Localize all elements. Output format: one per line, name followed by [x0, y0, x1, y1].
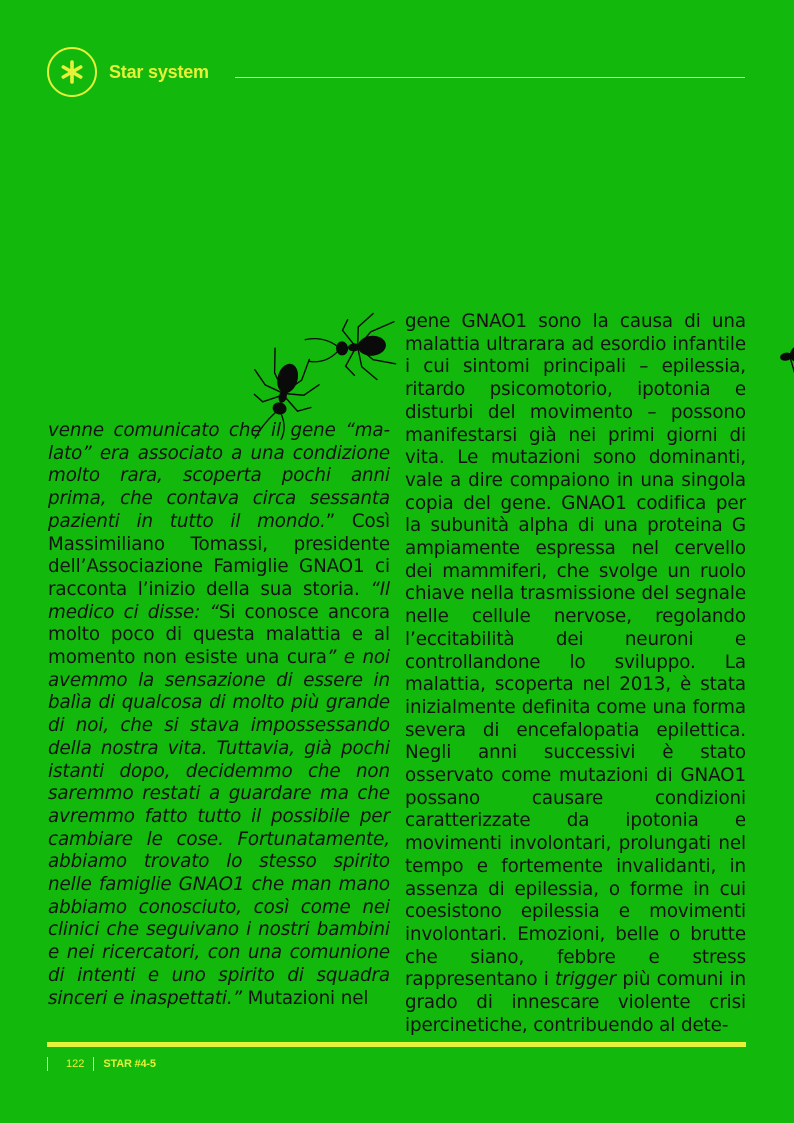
header-rule: [235, 77, 745, 78]
page-number: 122: [66, 1058, 85, 1070]
footer-rule: [47, 1042, 746, 1047]
article-column-right: [405, 311, 746, 1038]
quote-text: venne comunicato che il gene “ma-lato” era associato a una condizione molto rara, scoperta pochi anni prima, che contava circa sessanta pazienti in tutto il mondo.: [48, 420, 390, 532]
body-text: più comuni in grado di innescare violente crisi ipercinetiche, contribuendo al dete-: [405, 969, 747, 1036]
quote-text: “Il medico ci disse: “: [48, 578, 390, 623]
issue-label: STAR #4-5: [103, 1058, 156, 1070]
ant-icon: [303, 312, 398, 386]
section-badge: [47, 47, 97, 97]
ant-icon: [778, 339, 794, 391]
asterisk-icon: [59, 59, 85, 85]
emphasis-text: trigger: [555, 969, 617, 991]
body-text: Si conosce ancora molto poco di questa malattia e al momento non esiste una cura: [48, 601, 390, 669]
body-text: Mutazioni nel: [241, 987, 369, 1009]
quote-text: ” e noi avemmo la sensazione di essere in balìa di qualcosa di molto più grande di noi, che si stava impossessando della nostra vita. Tuttavia, già pochi istanti dopo, decidemmo che non saremmo restati a guardare ma che avremmo fatto tutto il possibile per cambiare le cose. Fortunatamente, abbiamo trovato lo stesso spirito nelle famiglie GNAO1 che man mano abbiamo conosciuto, così come nei clinici che seguivano i nostri bambini e nei ricercatori, con una comunione di intenti e uno spirito di squadra sinceri e inaspettati.”: [48, 647, 390, 1009]
article-column-left: [48, 420, 390, 1010]
article-paragraph: [48, 420, 390, 1010]
article-paragraph: [405, 311, 746, 1038]
body-text: gene GNAO1 sono la causa di una malattia ultrarara ad esordio infantile i cui sintomi principali – epilessia, ritardo psicomotorio, ipotonia e disturbi del movimento – possono manifestarsi già nei primi giorni di vita. Le mutazioni sono dominanti, vale a dire compaiono in una singola copia del gene. GNAO1 codifica per la subunità alpha di una proteina G ampiamente espressa nel cervello dei mammiferi, che svolge un ruolo chiave nella trasmissione del segnale nelle cellule nervose, regolando l’eccitabilità dei neuroni e controllandone lo sviluppo. La malattia, scoperta nel 2013, è stata inizialmente definita come una forma severa di encefalopatia epilettica. Negli anni successivi è stato osservato come mutazioni di GNAO1 possano causare condizioni caratterizzate da ipotonia e movimenti involontari, prolungati nel tempo e fortemente invalidanti, in assenza di epilessia, o forme in cui coesistono epilessia e movimenti involontari. Emozioni, belle o brutte che siano, febbre e stress rappresentano i: [405, 311, 746, 991]
section-title: Star system: [109, 62, 209, 82]
footer-divider: [93, 1057, 94, 1071]
body-text: ” Così Massimiliano Tomassi, presidente dell’Associazione Famiglie GNAO1 ci racconta l’inizio della sua storia.: [48, 510, 390, 600]
page-footer: [47, 1056, 156, 1072]
footer-divider: [47, 1057, 48, 1071]
